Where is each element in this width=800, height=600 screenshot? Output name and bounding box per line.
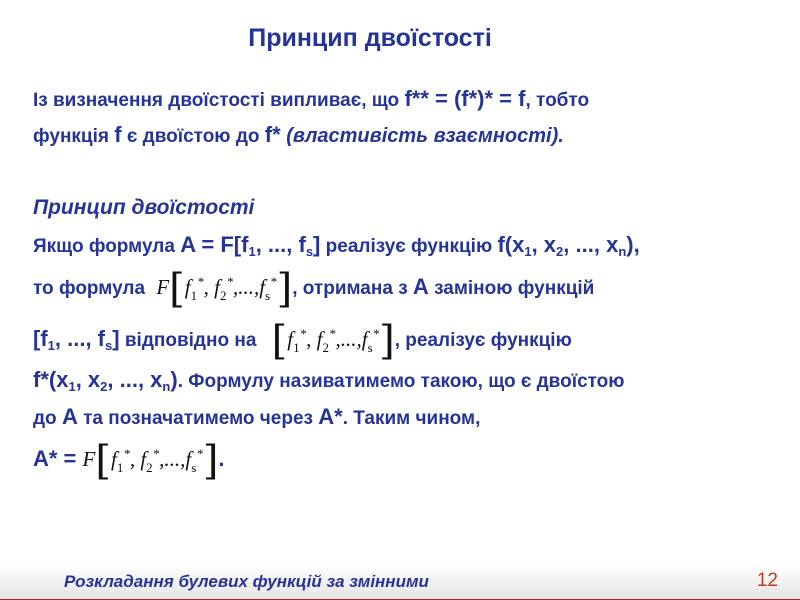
formula: , ..., f: [255, 232, 306, 257]
subscript: 1: [68, 379, 76, 394]
symbol-f: f: [114, 122, 122, 147]
paragraph-1-line-2: [33, 122, 564, 148]
math-dots: ,...,: [335, 326, 362, 351]
math-subscript: 2: [219, 287, 227, 303]
symbol-f-star: f*: [264, 122, 281, 147]
math-comma: ,: [129, 446, 141, 471]
formula: A = F[f: [180, 232, 249, 257]
formula: , ..., x: [563, 232, 619, 257]
subscript: n: [618, 244, 627, 259]
subscript: 1: [524, 244, 532, 259]
math-subscript: s: [367, 339, 373, 355]
symbol-A: A: [61, 404, 78, 429]
math-f: f: [287, 326, 294, 351]
principle-line-4: [33, 367, 625, 393]
math-star: *: [299, 325, 307, 341]
principle-line-6: [33, 437, 225, 484]
text: заміною функцій: [428, 278, 595, 299]
symbol-A-star: A*: [318, 404, 343, 429]
math-star: *: [226, 273, 233, 289]
math-dots: ,...,: [232, 274, 260, 299]
math-subscript: 2: [146, 459, 153, 475]
formula-reciprocity: f** = (f*)* = f: [404, 86, 526, 111]
text: .: [218, 446, 225, 471]
math-f: f: [184, 274, 191, 299]
principle-line-3: [33, 317, 572, 364]
math-f: f: [316, 326, 323, 351]
math-subscript: s: [265, 287, 271, 303]
text: , реалізує функцію: [394, 330, 572, 351]
formula: , x: [75, 367, 101, 392]
text: Із визначення двоїстості випливає, що: [33, 90, 405, 111]
dual-formula-expression: [156, 265, 293, 312]
subscript: s: [105, 338, 113, 353]
text: є двоїстою до: [121, 126, 265, 147]
math-bracket: ]: [276, 265, 293, 312]
formula: f*(x: [33, 367, 69, 392]
dual-functions-expression: [271, 317, 395, 364]
math-comma: ,: [203, 274, 215, 299]
math-subscript: 1: [116, 459, 124, 475]
text: функція: [33, 126, 115, 147]
principle-line-1: [33, 232, 640, 258]
math-comma: ,: [306, 326, 317, 351]
formula: ]: [313, 232, 321, 257]
principle-line-5: [33, 404, 480, 430]
math-f: f: [259, 274, 266, 299]
reciprocity-property: (властивість взаємності).: [280, 125, 564, 147]
math-bracket: [: [95, 437, 111, 484]
formula: , ..., f: [54, 326, 106, 351]
math-star: *: [152, 445, 160, 461]
footer-title: Розкладання булевих функцій за змінними: [64, 572, 429, 591]
subscript: s: [305, 244, 314, 259]
formula: , x: [531, 232, 557, 257]
formula: ): [626, 232, 634, 257]
subscript: n: [162, 379, 171, 394]
text: та позначатимемо через: [77, 408, 319, 429]
math-bracket: [: [169, 265, 185, 312]
math-subscript: s: [191, 459, 197, 475]
math-bracket: ]: [202, 437, 219, 484]
slide-title: Принцип двоїстості: [248, 24, 492, 52]
dual-formula-result: [82, 437, 219, 484]
text: , тобто: [525, 90, 590, 111]
math-subscript: 1: [190, 287, 198, 303]
math-bracket: [: [271, 317, 288, 364]
paragraph-1-line-1: [33, 86, 589, 112]
text: . Формулу називатимемо такою, що є двоїстою: [177, 371, 625, 392]
formula: , ..., x: [107, 367, 163, 392]
subscript: 1: [47, 338, 55, 353]
math-subscript: 1: [293, 339, 300, 355]
text: , отримана з: [292, 278, 413, 299]
math-star: *: [123, 445, 130, 461]
formula: ): [170, 367, 178, 392]
text: Якщо формула: [33, 236, 181, 257]
math-star: *: [372, 325, 380, 341]
text: то формула: [33, 278, 146, 299]
math-f: f: [110, 446, 117, 471]
math-star: *: [328, 325, 336, 341]
text: ,: [633, 232, 640, 257]
math-F: F: [82, 446, 96, 471]
math-f: f: [140, 446, 147, 471]
text: . Таким чином,: [342, 408, 481, 429]
subscript: 1: [248, 244, 256, 259]
text: реалізує функцію: [320, 236, 498, 257]
subscript: 2: [100, 379, 108, 394]
formula: [f: [33, 326, 48, 351]
math-f: f: [361, 326, 368, 351]
formula: f(x: [497, 232, 525, 257]
math-bracket: ]: [379, 317, 395, 364]
math-dots: ,...,: [159, 446, 186, 471]
math-f: f: [214, 274, 220, 299]
principle-heading: Принцип двоїстості: [33, 196, 255, 219]
math-star: *: [197, 273, 204, 289]
subscript: 2: [556, 244, 564, 259]
formula: ]: [112, 326, 120, 351]
math-subscript: 2: [322, 339, 329, 355]
principle-line-2: [33, 265, 595, 312]
page-number: 12: [756, 570, 778, 591]
text: відповідно на: [119, 330, 257, 351]
math-f: f: [185, 446, 192, 471]
math-F: F: [156, 274, 170, 299]
math-star: *: [196, 445, 203, 461]
formula: A* =: [33, 446, 83, 471]
text: до: [33, 408, 62, 429]
math-star: *: [270, 273, 277, 289]
symbol-A: A: [412, 274, 429, 299]
